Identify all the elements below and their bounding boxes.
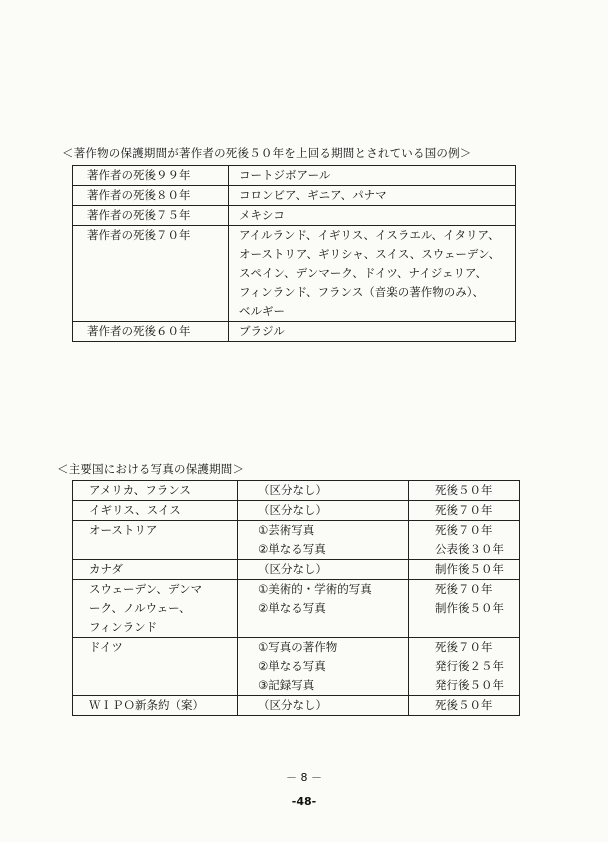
term-cell xyxy=(73,226,229,322)
period-cell xyxy=(409,638,520,696)
table-row xyxy=(73,186,516,206)
cell-line: 死後７０年 xyxy=(435,523,493,537)
cell-line: （区分なし） xyxy=(258,503,327,517)
period-cell xyxy=(409,481,520,501)
country-cell xyxy=(73,638,238,696)
photo-type-cell xyxy=(238,580,409,638)
period-cell xyxy=(409,580,520,638)
author-term-table xyxy=(72,165,516,342)
page-number: － 8 － xyxy=(286,771,322,784)
countries-cell xyxy=(229,206,516,226)
photo-type-cell xyxy=(238,696,409,716)
cell-line: ②単なる写真 xyxy=(258,659,326,673)
table-row xyxy=(73,521,520,560)
country-cell xyxy=(73,521,238,560)
cell-line: 死後７０年 xyxy=(435,640,493,654)
cell-line: イギリス、スイス xyxy=(89,503,181,517)
cell-line: オーストリア xyxy=(89,523,158,537)
cell-line: スペイン、デンマーク、ドイツ、ナイジェリア、 xyxy=(239,266,488,280)
cell-line: ドイツ xyxy=(89,640,123,654)
cell-line: ②単なる写真 xyxy=(258,601,326,615)
cell-line: ＷＩＰＯ新条約（案） xyxy=(89,698,204,712)
cell-line: コートジボアール xyxy=(239,168,331,182)
cell-line: 制作後５０年 xyxy=(435,601,504,615)
cell-line: フィンランド xyxy=(89,620,158,634)
cell-line: 死後５０年 xyxy=(435,698,493,712)
cell-line: メキシコ xyxy=(239,208,285,222)
cell-line: スウェーデン、デンマ xyxy=(89,582,203,596)
countries-cell xyxy=(229,322,516,342)
photo-type-cell xyxy=(238,638,409,696)
countries-cell xyxy=(229,186,516,206)
cell-line: 発行後２５年 xyxy=(435,659,504,673)
table-row xyxy=(73,166,516,186)
cell-line: ①写真の著作物 xyxy=(258,640,338,654)
table-row xyxy=(73,481,520,501)
period-cell xyxy=(409,521,520,560)
cell-line: ③記録写真 xyxy=(258,678,315,692)
table-row xyxy=(73,226,516,322)
section2-heading: ＜主要国における写真の保護期間＞ xyxy=(57,462,245,476)
table-row xyxy=(73,696,520,716)
term-label: 著作者の死後９９年 xyxy=(87,168,191,182)
photo-type-cell xyxy=(238,560,409,580)
table-row xyxy=(73,322,516,342)
photo-type-cell xyxy=(238,521,409,560)
cell-line: ブラジル xyxy=(239,324,285,338)
table-row xyxy=(73,206,516,226)
term-cell xyxy=(73,166,229,186)
term-label: 著作者の死後８０年 xyxy=(87,188,191,202)
cell-line: 発行後５０年 xyxy=(435,678,504,692)
table-row xyxy=(73,501,520,521)
cell-line: フィンランド、フランス（音楽の著作物のみ）、 xyxy=(239,285,484,299)
term-label: 著作者の死後６０年 xyxy=(87,324,191,338)
cell-line: 死後５０年 xyxy=(435,483,493,497)
cell-line: コロンビア、ギニア、パナマ xyxy=(239,188,387,202)
sheet-number: -48- xyxy=(291,795,317,808)
term-cell xyxy=(73,186,229,206)
countries-cell xyxy=(229,226,516,322)
table-row xyxy=(73,560,520,580)
cell-line: ②単なる写真 xyxy=(258,542,326,556)
cell-line: ①美術的・学術的写真 xyxy=(258,582,372,596)
table-row xyxy=(73,638,520,696)
cell-line: アイルランド、イギリス、イスラエル、イタリア、 xyxy=(239,228,500,242)
cell-line: ベルギー xyxy=(239,304,285,318)
table-row xyxy=(73,580,520,638)
term-label: 著作者の死後７０年 xyxy=(87,228,191,242)
cell-line: （区分なし） xyxy=(258,483,327,497)
cell-line: オーストリア、ギリシャ、スイス、スウェーデン、 xyxy=(239,247,501,261)
photo-type-cell xyxy=(238,501,409,521)
country-cell xyxy=(73,481,238,501)
cell-line: 死後７０年 xyxy=(435,503,493,517)
period-cell xyxy=(409,560,520,580)
term-cell xyxy=(73,206,229,226)
cell-line: ーク、ノルウェー、 xyxy=(89,601,191,615)
cell-line: （区分なし） xyxy=(258,698,327,712)
section1-heading: ＜著作物の保護期間が著作者の死後５０年を上回る期間とされている国の例＞ xyxy=(62,146,472,160)
term-cell xyxy=(73,322,229,342)
country-cell xyxy=(73,580,238,638)
country-cell xyxy=(73,560,238,580)
cell-line: ①芸術写真 xyxy=(258,523,315,537)
photo-term-table xyxy=(72,480,520,716)
cell-line: （区分なし） xyxy=(258,562,327,576)
cell-line: 公表後３０年 xyxy=(435,542,504,556)
country-cell xyxy=(73,501,238,521)
cell-line: 死後７０年 xyxy=(435,582,493,596)
period-cell xyxy=(409,501,520,521)
term-label: 著作者の死後７５年 xyxy=(87,208,191,222)
photo-type-cell xyxy=(238,481,409,501)
country-cell xyxy=(73,696,238,716)
cell-line: アメリカ、フランス xyxy=(89,483,191,497)
countries-cell xyxy=(229,166,516,186)
cell-line: 制作後５０年 xyxy=(435,562,504,576)
period-cell xyxy=(409,696,520,716)
cell-line: カナダ xyxy=(89,562,123,576)
